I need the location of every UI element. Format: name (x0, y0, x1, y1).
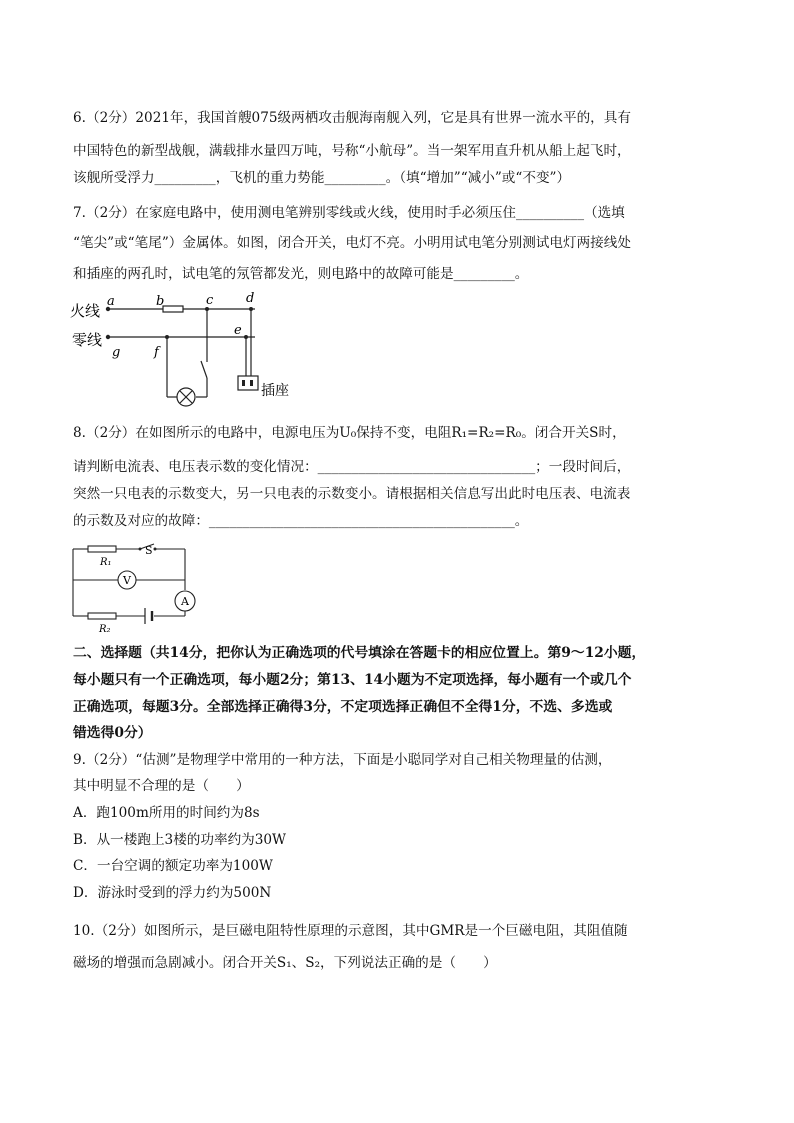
q10-line-2: 磁场的增强而急剧减小。闭合开关S₁、S₂，下列说法正确的是（ ） (73, 955, 497, 971)
r2-label: R₂ (99, 624, 111, 634)
switch-label: S (145, 544, 153, 557)
point-g: g (112, 345, 121, 360)
resistor-r1 (88, 546, 116, 552)
lamp-icon (177, 388, 195, 406)
q8-line-2: 请判断电流表、电压表示数的变化情况：________________________________；一段时间后， (73, 459, 631, 475)
section2-line-3: 正确选项，每题3分。全部选择正确得3分，不定项选择正确但不全得1分，不选、多选或 (73, 699, 613, 715)
q8-line-1: 8.（2分）在如图所示的电路中，电源电压为U₀保持不变，电阻R₁=R₂=R₀。闭合开关S时， (73, 425, 626, 441)
q7-line-2: “笔尖”或“笔尾”）金属体。如图，闭合开关，电灯不亮。小明用试电笔分别测试电灯两接线处 (73, 235, 631, 251)
r1-r2-meter-circuit-figure (70, 540, 210, 634)
neutral-wire-label: 零线 (72, 331, 103, 349)
q7-line-3: 和插座的两孔时，试电笔的氖管都发光，则电路中的故障可能是_________。 (73, 266, 529, 282)
socket-label: 插座 (261, 383, 289, 399)
q9-option-d: D．游泳时受到的浮力约为500N (73, 885, 272, 901)
section2-line-1: 二、选择题（共14分，把你认为正确选项的代号填涂在答题卡的相应位置上。第9～12小题， (73, 645, 646, 661)
r1-label: R₁ (100, 557, 112, 568)
q8-line-4: 的示数及对应的故障：_____________________________________________。 (73, 513, 529, 529)
point-d: d (246, 291, 255, 306)
q6-line-3: 该舰所受浮力_________，飞机的重力势能_________。（填“增加”“减小”或“不变”） (73, 170, 571, 186)
q6-line-1: 6.（2分）2021年，我国首艘075级两栖攻击舰海南舰入列，它是具有世界一流水平的，具有 (73, 110, 631, 126)
q8-line-3: 突然一只电表的示数变大，另一只电表的示数变小。请根据相关信息写出此时电压表、电流表 (73, 486, 631, 502)
battery-icon (145, 608, 152, 624)
socket-box (238, 376, 258, 390)
q9-line-1: 9.（2分）“估测”是物理学中常用的一种方法，下面是小聪同学对自己相关物理量的估测， (73, 752, 612, 768)
fuse (163, 306, 183, 312)
section2-line-2: 每小题只有一个正确选项，每小题2分；第13、14小题为不定项选择，每小题有一个或几个 (73, 672, 632, 688)
lamp-switch (201, 361, 207, 378)
section2-line-4: 错选得0分） (73, 725, 152, 741)
q9-option-b: B．从一楼跑上3楼的功率约为30W (73, 832, 287, 848)
q9-line-2: 其中明显不合理的是（ ） (73, 778, 250, 794)
q6-line-2: 中国特色的新型战舰，满载排水量四万吨，号称“小航母”。当一架军用直升机从船上起飞时， (73, 143, 631, 159)
voltmeter-label: V (123, 574, 131, 587)
q9-option-c: C．一台空调的额定功率为100W (73, 858, 273, 874)
household-circuit-figure (70, 288, 310, 410)
ammeter-label: A (181, 595, 189, 608)
q10-line-1: 10.（2分）如图所示，是巨磁电阻特性原理的示意图，其中GMR是一个巨磁电阻，其阻值随 (73, 923, 628, 939)
point-e: e (234, 323, 242, 338)
point-b: b (156, 294, 165, 309)
point-f: f (154, 345, 159, 360)
point-c: c (206, 293, 214, 308)
q9-option-a: A．跑100m所用的时间约为8s (73, 805, 260, 821)
live-wire-label: 火线 (70, 302, 101, 320)
q7-line-1: 7.（2分）在家庭电路中，使用测电笔辨别零线或火线，使用时手必须压住__________（选填 (73, 205, 625, 221)
resistor-r2 (88, 613, 116, 619)
point-a: a (107, 294, 115, 309)
